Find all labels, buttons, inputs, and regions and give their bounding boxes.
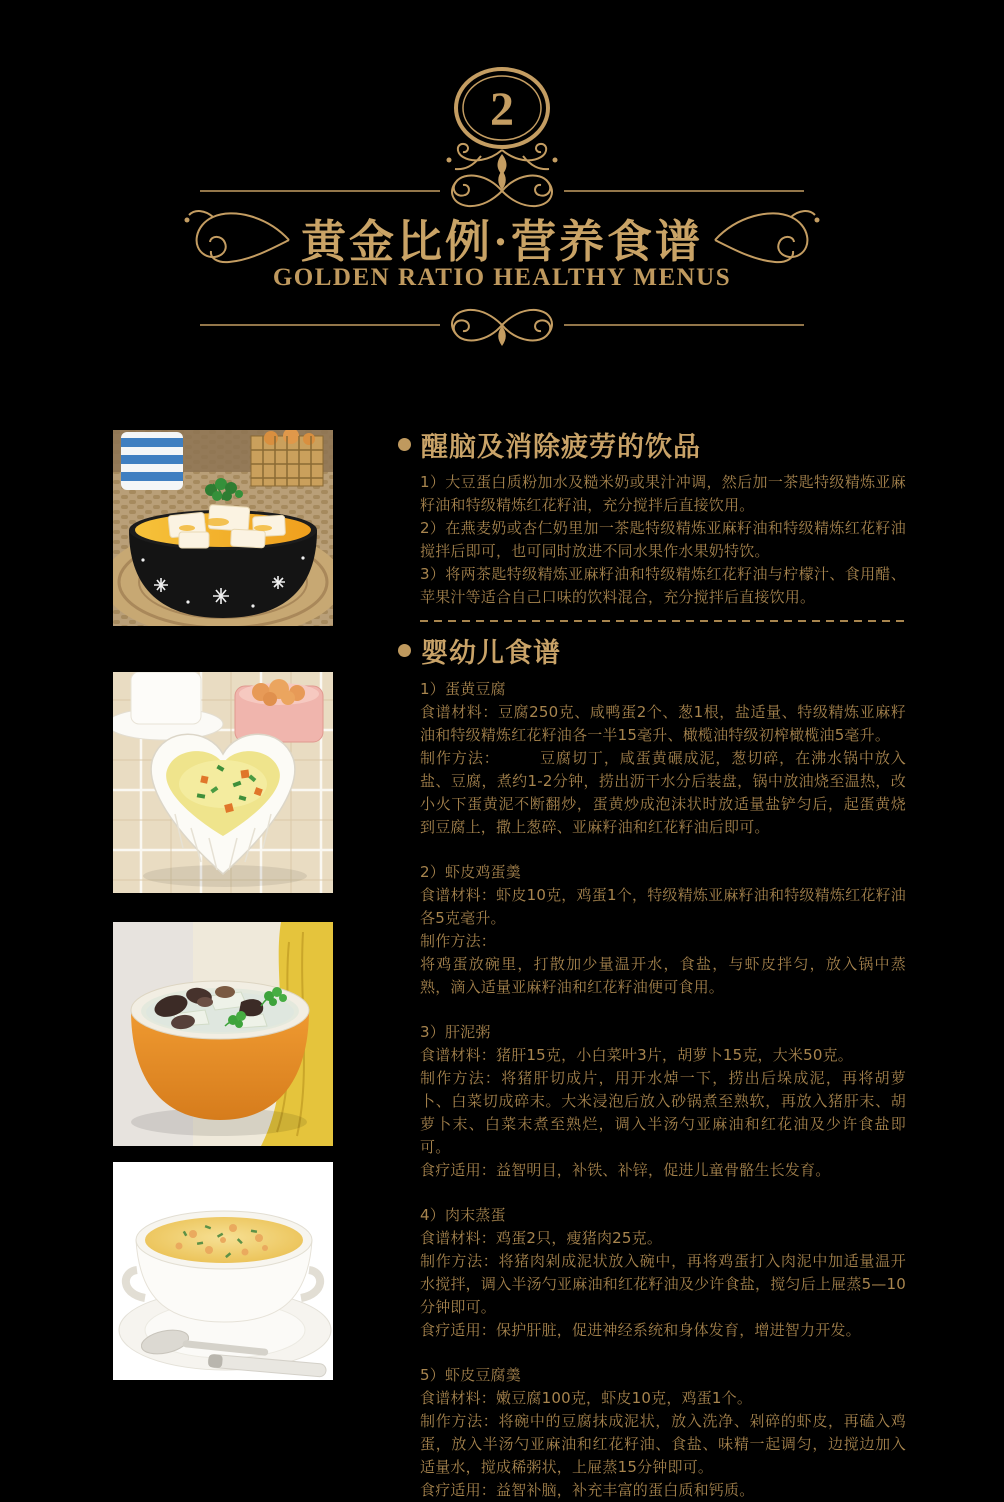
egg-tofu-soup-image xyxy=(113,430,333,626)
recipe-title: 5）虾皮豆腐羹 xyxy=(420,1366,521,1384)
recipe-egg-tofu xyxy=(398,678,910,839)
left-flourish-icon xyxy=(183,204,291,270)
recipe-line: 制作方法：将碗中的豆腐抹成泥状，放入洗净、剁碎的虾皮，再磕入鸡蛋，放入半汤勺亚麻油和红花籽油、食盐、味精一起调匀，边搅边加入适量水，搅成稀粥状，上屉蒸15分钟即可。 xyxy=(420,1412,906,1476)
recipe-line: 制作方法：将猪肉剁成泥状放入碗中，再将鸡蛋打入肉泥中加适量温开水搅拌，调入半汤勺亚麻油和红花籽油及少许食盐，搅匀后上屉蒸5—10分钟即可。 xyxy=(420,1252,906,1316)
section-drinks xyxy=(398,425,910,622)
drinks-item: 1）大豆蛋白质粉加水及糙米奶或果汁冲调，然后加一茶匙特级精炼亚麻籽油和特级精炼红花籽油，充分搅拌后直接饮用。 xyxy=(420,473,906,514)
photo-egg-tofu-soup xyxy=(113,430,333,626)
content-column xyxy=(398,425,910,1502)
photo-heart-egg-custard xyxy=(113,672,333,893)
page-subtitle: GOLDEN RATIO HEALTHY MENUS xyxy=(272,264,732,291)
recipe-minced-pork-steamed-egg xyxy=(398,1204,910,1342)
recipe-title: 2）虾皮鸡蛋羹 xyxy=(420,863,521,881)
recipe-line: 制作方法： 豆腐切丁，咸蛋黄碾成泥，葱切碎，在沸水锅中放入盐、豆腐，煮约1-2分钟，捞出沥干水分后装盘，锅中放油烧至温热，改小火下蛋黄泥不断翻炒，蛋黄炒成泡沫状时放适量盐铲匀后，起蛋黄烧到豆腐上，撒上葱碎、亚麻籽油和红花籽油后即可。 xyxy=(420,749,906,836)
recipe-shrimp-egg-custard xyxy=(398,861,910,999)
recipe-line: 制作方法：将猪肝切成片，用开水焯一下，捞出后垛成泥，再将胡萝卜、白菜切成碎末。大米浸泡后放入砂锅煮至熟软，再放入猪肝末、胡萝卜末、白菜末煮至熟烂，调入半汤勺亚麻油和红花油及少许食盐即可。 xyxy=(420,1069,906,1156)
recipe-title: 3）肝泥粥 xyxy=(420,1023,491,1041)
recipe-line: 食谱材料：豆腐250克、咸鸭蛋2个、葱1根，盐适量、特级精炼亚麻籽油和特级精炼红花籽油各一半15毫升、橄榄油特级初榨橄榄油5毫升。 xyxy=(420,703,906,744)
recipe-line: 制作方法： xyxy=(420,932,497,950)
title-row xyxy=(0,204,1004,270)
recipe-line: 食谱材料：猪肝15克，小白菜叶3片，胡萝卜15克，大米50克。 xyxy=(420,1046,854,1064)
recipe-line: 食疗适用：保护肝脏，促进神经系统和身体发育，增进智力开发。 xyxy=(420,1321,861,1339)
soup-bowl-image xyxy=(113,922,333,1146)
recipe-line: 食谱材料：鸡蛋2只，瘦猪肉25克。 xyxy=(420,1229,663,1247)
section-drinks-title: 醒脑及消除疲劳的饮品 xyxy=(421,432,701,462)
dashed-divider xyxy=(420,620,906,622)
section-infant-recipes xyxy=(398,631,910,1502)
recipe-title: 4）肉末蒸蛋 xyxy=(420,1206,506,1224)
scroll-divider-icon xyxy=(200,304,804,352)
section-infant-heading xyxy=(398,631,910,670)
photo-creamy-shrimp-soup xyxy=(113,1162,333,1380)
recipe-liver-congee xyxy=(398,1021,910,1182)
recipe-line: 食谱材料：虾皮10克，鸡蛋1个，特级精炼亚麻籽油和特级精炼红花籽油各5克毫升。 xyxy=(420,886,906,927)
basket-icon xyxy=(251,430,323,486)
chapter-badge-ornament-icon xyxy=(437,62,567,178)
bullet-icon xyxy=(398,644,411,657)
right-flourish-icon xyxy=(713,204,821,270)
recipe-title: 1）蛋黄豆腐 xyxy=(420,680,506,698)
section-drinks-heading xyxy=(398,425,910,464)
drinks-item: 3）将两茶匙特级精炼亚麻籽油和特级精炼红花籽油与柠檬汁、食用醋、苹果汁等适合自己口味的饮料混合，充分搅拌后直接饮用。 xyxy=(420,565,906,606)
recipe-shrimp-tofu-soup xyxy=(398,1364,910,1502)
cream-soup-image xyxy=(113,1162,333,1380)
recipe-line: 食疗适用：益智补脑，补充丰富的蛋白质和钙质。 xyxy=(420,1481,755,1499)
recipe-line: 将鸡蛋放碗里，打散加少量温开水，食盐，与虾皮拌匀，放入锅中蒸熟，滴入适量亚麻籽油和红花籽油便可食用。 xyxy=(420,955,906,996)
pink-ramekin-icon xyxy=(235,679,323,742)
recipe-line: 食谱材料：嫩豆腐100克，虾皮10克，鸡蛋1个。 xyxy=(420,1389,753,1407)
page-title: 黄金比例·营养食谱 xyxy=(300,216,703,267)
photo-liver-vegetable-soup xyxy=(113,922,333,1146)
section-infant-title: 婴幼儿食谱 xyxy=(421,638,561,668)
drinks-item: 2）在燕麦奶或杏仁奶里加一茶匙特级精炼亚麻籽油和特级精炼红花籽油搅拌后即可，也可同时放进不同水果作水果奶特饮。 xyxy=(420,519,906,560)
striped-cup-icon xyxy=(121,432,183,490)
bullet-icon xyxy=(398,438,411,451)
egg-custard-image xyxy=(113,672,333,893)
recipe-line: 食疗适用：益智明目，补铁、补锌，促进儿童骨骼生长发育。 xyxy=(420,1161,831,1179)
badge-number: 2 xyxy=(490,83,514,136)
ornamental-divider-bottom xyxy=(200,300,804,352)
